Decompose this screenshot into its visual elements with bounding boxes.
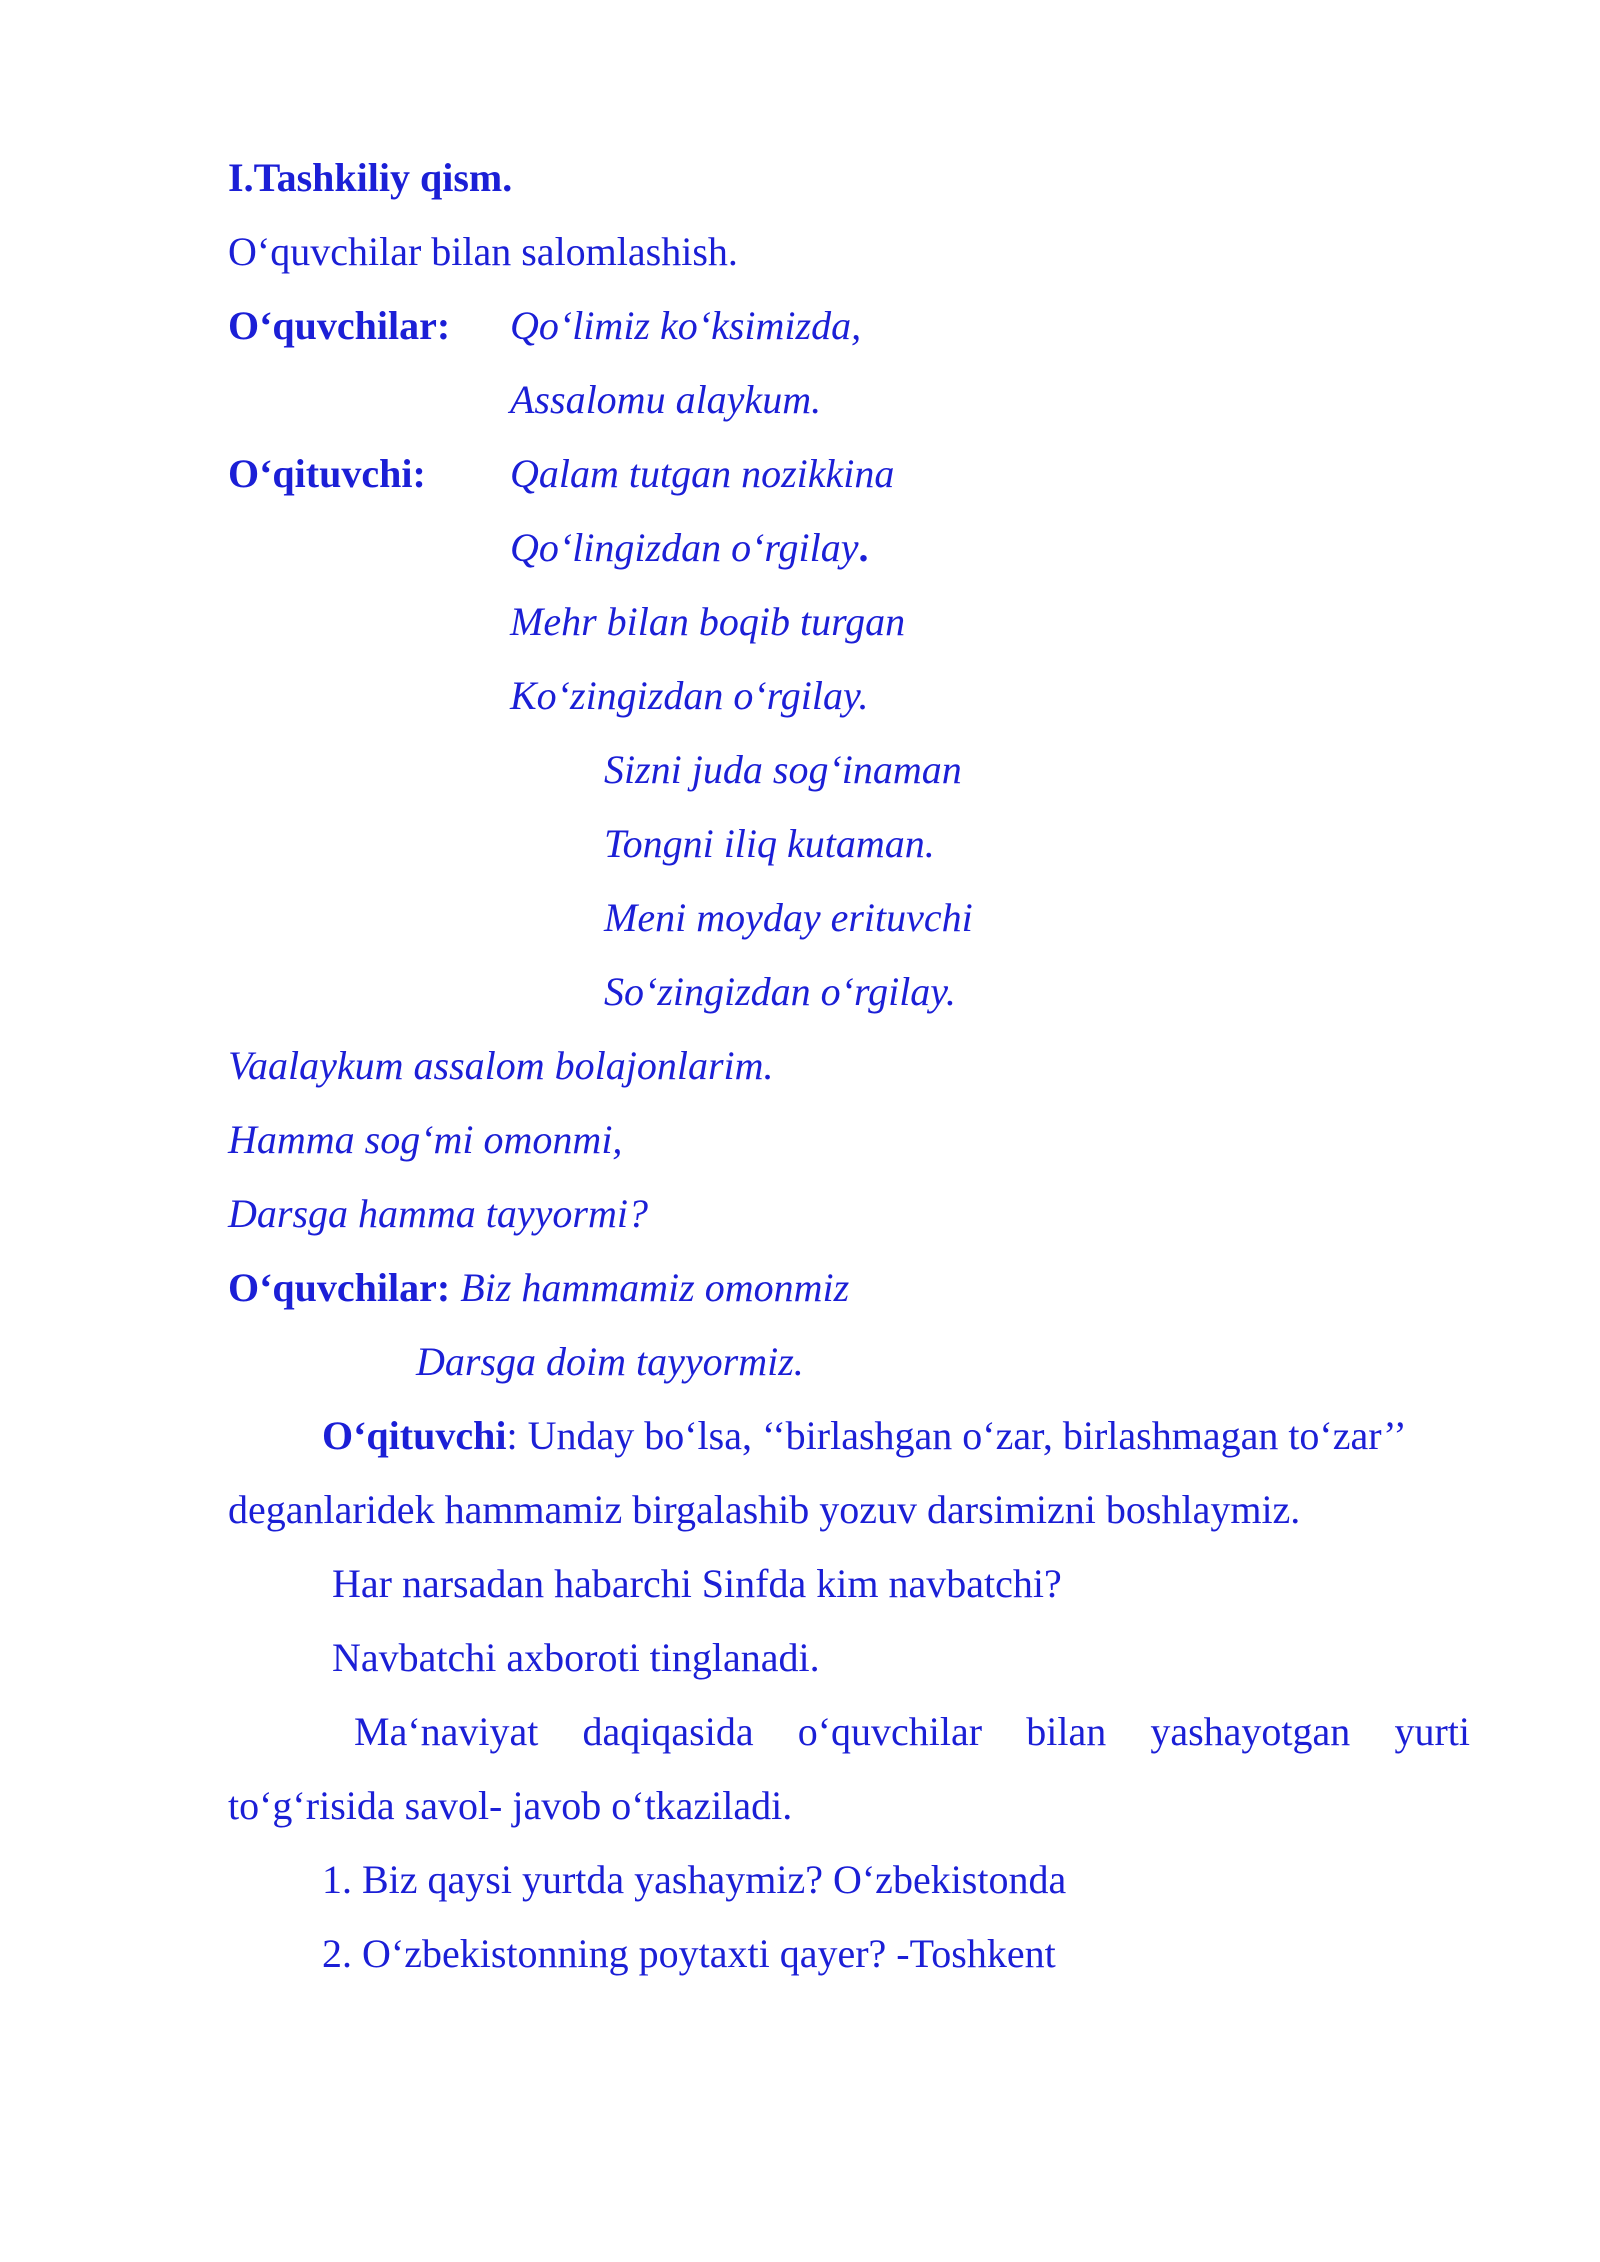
poem-line-3: Meni moyday erituvchi xyxy=(604,895,973,940)
spiritual-word: Ma‘naviyat xyxy=(354,1709,539,1754)
teacher-line-3: Mehr bilan boqib turgan xyxy=(510,599,906,644)
poem-line-4: So‘zingizdan o‘rgilay. xyxy=(604,969,956,1014)
teacher-paragraph-text-1: : Unday bo‘lsa, ‘‘birlashgan o‘zar, birlashmagan to‘zar’’ xyxy=(506,1413,1407,1458)
reply-line-1: Vaalaykum assalom bolajonlarim. xyxy=(228,1043,774,1088)
teacher-paragraph-line-1 xyxy=(322,1412,1407,1460)
reply-line-2: Hamma sog‘mi omonmi, xyxy=(228,1117,623,1162)
poem-line-1: Sizni juda sog‘inaman xyxy=(604,747,962,792)
section-heading: I.Tashkiliy qism. xyxy=(228,155,513,200)
spiritual-word: yashayotgan xyxy=(1150,1709,1351,1754)
spiritual-word: daqiqasida xyxy=(582,1709,754,1754)
students-line-2: Assalomu alaykum. xyxy=(510,377,822,422)
answer-text-1: Biz hammamiz omonmiz xyxy=(450,1265,850,1310)
question-1: 1. Biz qaysi yurtda yashaymiz? O‘zbekistonda xyxy=(322,1857,1067,1902)
teacher-line-4: Ko‘zingizdan o‘rgilay. xyxy=(510,673,869,718)
teacher-line-2 xyxy=(510,524,869,572)
students-line-1: Qo‘limiz ko‘ksimizda, xyxy=(510,303,862,348)
teacher-paragraph-speaker: O‘qituvchi xyxy=(322,1413,507,1458)
teacher-paragraph-line-2: deganlaridek hammamiz birgalashib yozuv darsimizni boshlaymiz. xyxy=(228,1487,1301,1532)
teacher-line-2-period: . xyxy=(858,525,869,570)
speaker-teacher: O‘qituvchi: xyxy=(228,451,426,496)
duty-report: Navbatchi axboroti tinglanadi. xyxy=(332,1635,820,1680)
poem-line-2: Tongni iliq kutaman. xyxy=(604,821,935,866)
spiritual-word: o‘quvchilar xyxy=(797,1709,983,1754)
spiritual-line-2: to‘g‘risida savol- javob o‘tkaziladi. xyxy=(228,1783,793,1828)
spiritual-word: bilan xyxy=(1026,1709,1107,1754)
speaker-students: O‘quvchilar: xyxy=(228,303,451,348)
answer-speaker: O‘quvchilar: xyxy=(228,1265,451,1310)
question-2: 2. O‘zbekistonning poytaxti qayer? -Toshkent xyxy=(322,1931,1056,1976)
greeting-instruction: O‘quvchilar bilan salomlashish. xyxy=(228,229,738,274)
spiritual-line-1 xyxy=(354,1708,1470,1756)
spiritual-word: yurti xyxy=(1394,1709,1470,1754)
answer-line-1 xyxy=(228,1264,849,1312)
reply-line-3: Darsga hamma tayyormi? xyxy=(228,1191,648,1236)
duty-question: Har narsadan habarchi Sinfda kim navbatchi? xyxy=(332,1561,1062,1606)
answer-line-2: Darsga doim tayyormiz. xyxy=(416,1339,804,1384)
teacher-line-2-text: Qo‘lingizdan o‘rgilay xyxy=(510,525,859,570)
teacher-line-1: Qalam tutgan nozikkina xyxy=(510,451,895,496)
